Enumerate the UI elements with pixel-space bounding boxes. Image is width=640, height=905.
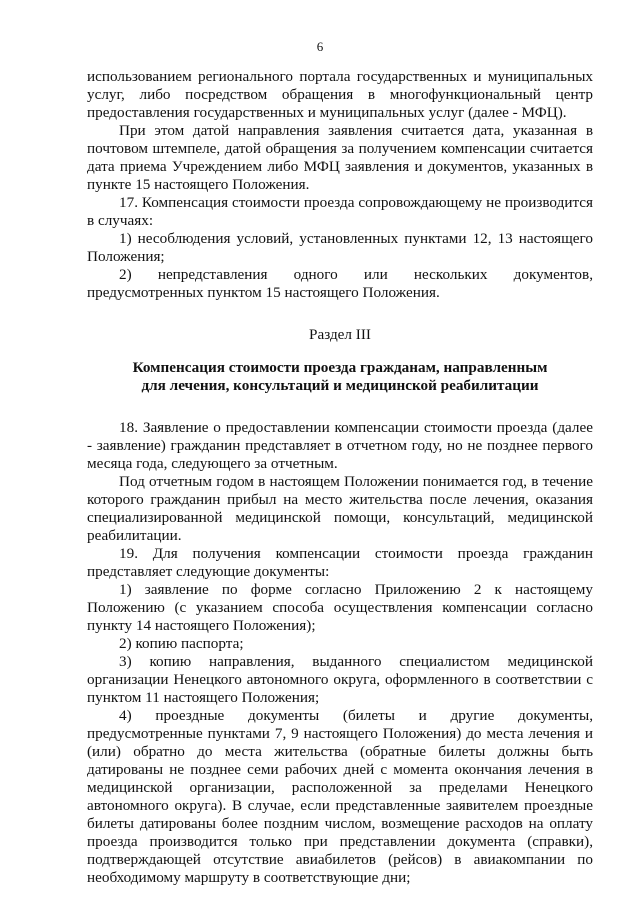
section-label: Раздел III — [309, 326, 371, 343]
paragraph-item-17: 17. Компенсация стоимости проезда сопровождающему не производится в случаях: — [87, 194, 593, 229]
document-body — [87, 68, 593, 887]
section-heading-line-2: для лечения, консультаций и медицинской реабилитации — [141, 377, 539, 395]
paragraph-continuation: использованием регионального портала государственных и муниципальных услуг, либо посредством обращения в многофункциональный центр предоставления государственных и муниципальных услуг (далее - МФЦ). — [87, 68, 593, 121]
section-heading-line-1: Компенсация стоимости проезда гражданам, направленным — [132, 359, 548, 377]
paragraph-filing-date: При этом датой направления заявления считается дата, указанная в почтовом штемпеле, датой обращения за получением компенсации считается дата приема Учреждением либо МФЦ заявления и документов, указанных в пункте 15 настоящего Положения. — [87, 122, 593, 193]
paragraph-item-17-1: 1) несоблюдения условий, установленных пунктами 12, 13 настоящего Положения; — [87, 230, 593, 265]
paragraph-item-19-4: 4) проездные документы (билеты и другие документы, предусмотренные пунктами 7, 9 настоящего Положения) до места лечения и (или) обратно до места жительства (обратные билеты должны быть датированы не позднее семи рабочих дней с момента окончания лечения в медицинской организации, расположенной за пределами Ненецкого автономного округа). В случае, если представленные заявителем проездные билеты датированы более поздним числом, возмещение расходов на оплату проезда производится только при представлении документа (справки), подтверждающей отсутствие авиабилетов (рейсов) в авиакомпании по необходимому маршруту в соответствующие дни; — [87, 707, 593, 887]
page-number: 6 — [316, 39, 324, 54]
paragraph-item-19-3: 3) копию направления, выданного специалистом медицинской организации Ненецкого автономного округа, оформленного в соответствии с пунктом 11 настоящего Положения; — [87, 653, 593, 707]
paragraph-reporting-year: Под отчетным годом в настоящем Положении понимается год, в течение которого гражданин прибыл на место жительства после лечения, оказания специализированной медицинской помощи, консультаций, медицинской реабилитации. — [87, 473, 593, 545]
paragraph-item-19-1: 1) заявление по форме согласно Приложению 2 к настоящему Положению (с указанием способа осуществления компенсации согласно пункту 14 настоящего Положения); — [87, 581, 593, 635]
paragraph-item-19: 19. Для получения компенсации стоимости проезда гражданин представляет следующие документы: — [87, 545, 593, 581]
paragraph-item-17-2: 2) непредставления одного или нескольких документов, предусмотренных пунктом 15 настоящего Положения. — [87, 266, 593, 301]
paragraph-item-19-2: 2) копию паспорта; — [119, 635, 244, 653]
paragraph-item-18: 18. Заявление о предоставлении компенсации стоимости проезда (далее - заявление) гражданин представляет в отчетном году, но не позднее первого месяца года, следующего за отчетным. — [87, 419, 593, 473]
